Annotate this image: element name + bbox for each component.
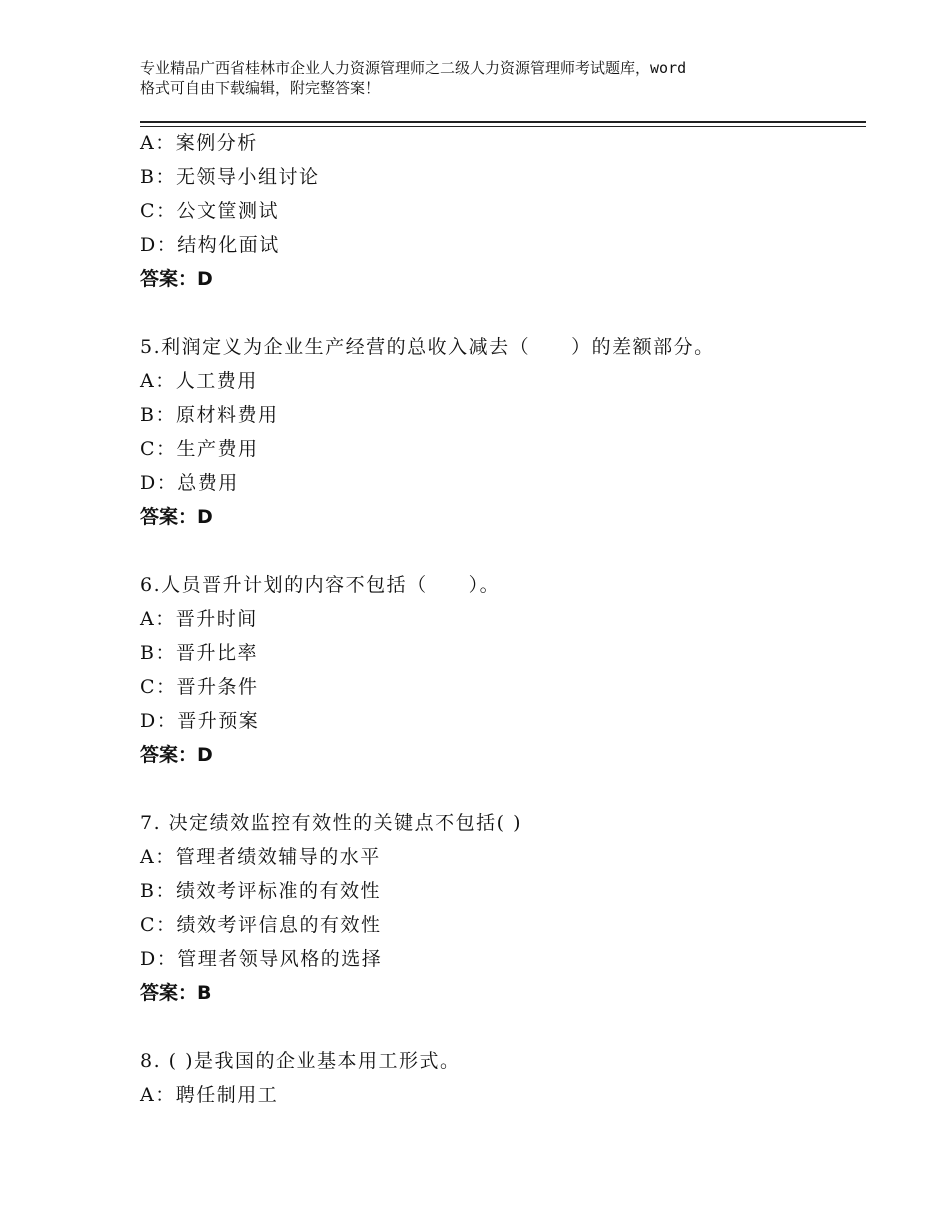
spacer [140, 772, 866, 806]
answer-line: 答案：D [140, 506, 213, 528]
option-d: D：总费用 [140, 472, 239, 494]
option-b: B：无领导小组讨论 [140, 166, 320, 188]
question-text: 7. 决定绩效监控有效性的关键点不包括( ) [140, 812, 523, 834]
option-b: B：绩效考评标准的有效性 [140, 880, 381, 902]
option-c: C：公文筐测试 [140, 200, 280, 222]
option-a: A：人工费用 [140, 370, 258, 392]
option-a: A：晋升时间 [140, 608, 258, 630]
question-block-6 [140, 568, 866, 772]
header-title-line-1: 专业精品广西省桂林市企业人力资源管理师之二级人力资源管理师考试题库，word [140, 59, 687, 77]
option-d: D：管理者领导风格的选择 [140, 948, 383, 970]
option-d: D：结构化面试 [140, 234, 280, 256]
answer-line: 答案：D [140, 268, 213, 290]
spacer [140, 534, 866, 568]
question-block-7 [140, 806, 866, 1010]
question-block-5 [140, 330, 866, 534]
header-title-line-2: 格式可自由下载编辑，附完整答案！ [140, 79, 381, 97]
answer-line: 答案：D [140, 744, 213, 766]
question-text: 8. ( )是我国的企业基本用工形式。 [140, 1050, 461, 1072]
option-b: B：原材料费用 [140, 404, 279, 426]
header-divider-thick [140, 121, 866, 123]
option-c: C：绩效考评信息的有效性 [140, 914, 382, 936]
option-a: A：聘任制用工 [140, 1084, 279, 1106]
spacer [140, 1010, 866, 1044]
option-b: B：晋升比率 [140, 642, 258, 664]
spacer [140, 296, 866, 330]
document-header [140, 58, 820, 98]
option-c: C：生产费用 [140, 438, 259, 460]
question-block-4 [140, 126, 866, 296]
option-d: D：晋升预案 [140, 710, 260, 732]
question-text: 6.人员晋升计划的内容不包括（ ）。 [140, 574, 501, 596]
question-block-8 [140, 1044, 866, 1112]
question-list [140, 126, 866, 1112]
option-a: A：管理者绩效辅导的水平 [140, 846, 381, 868]
question-text: 5.利润定义为企业生产经营的总收入减去（ ）的差额部分。 [140, 336, 715, 358]
option-a: A：案例分析 [140, 132, 258, 154]
answer-line: 答案：B [140, 982, 212, 1004]
option-c: C：晋升条件 [140, 676, 259, 698]
